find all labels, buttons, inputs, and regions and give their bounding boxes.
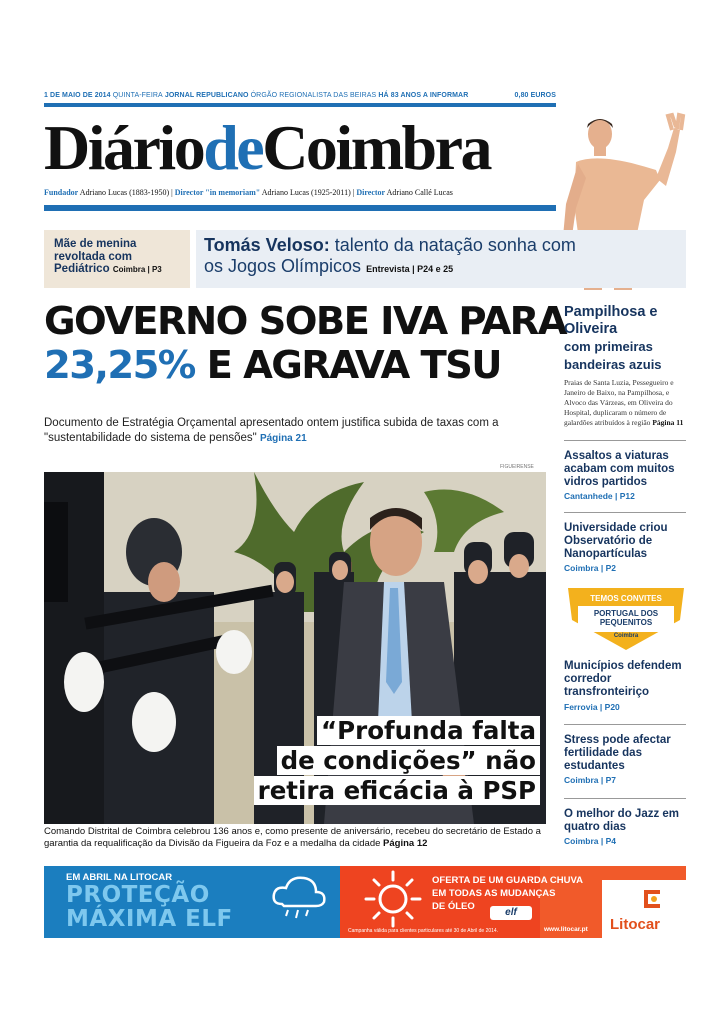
lead-headline-line1: GOVERNO SOBE IVA PARA xyxy=(44,299,566,344)
photo-headline-line1: “Profunda falta xyxy=(317,716,540,745)
sidebar-story-5-title[interactable]: Stress pode afectar fertilidade das estudantes xyxy=(564,734,671,772)
photo-headline-line3: retira eficácia à PSP xyxy=(254,776,540,805)
logo-word-de: de xyxy=(203,112,263,183)
newspaper-logo xyxy=(44,112,556,184)
litocar-logo-icon xyxy=(640,886,664,912)
director-name: Adriano Callé Lucas xyxy=(386,188,453,197)
masthead-credits: Fundador Adriano Lucas (1883-1950) | Director "in memoriam" Adriano Lucas (1925-2011) | Director Adriano Callé Lucas xyxy=(44,188,453,197)
sidebar-story-2-page: Cantanhede | P12 xyxy=(564,491,635,501)
lead-headline-percent: 23,25% xyxy=(44,343,195,388)
logo-word-coimbra: Coimbra xyxy=(262,112,490,183)
sidebar-story-4-title[interactable]: Municípios defendem corredor transfronteiriço xyxy=(564,660,682,698)
sidebar-divider xyxy=(564,724,686,725)
elf-logo: elf xyxy=(490,906,532,920)
sidebar-divider xyxy=(564,798,686,799)
issue-weekday: QUINTA-FEIRA xyxy=(112,92,163,99)
sidebar-story-3-page: Coimbra | P2 xyxy=(564,563,616,573)
paper-years: HÁ 83 ANOS A INFORMAR xyxy=(378,92,469,99)
masthead-rule-bottom xyxy=(44,205,556,211)
masthead-top-line xyxy=(44,92,556,99)
sidebar-divider xyxy=(564,512,686,513)
founder-name: Adriano Lucas (1883-1950) xyxy=(79,188,170,197)
teaser-left-text xyxy=(54,238,188,277)
logo-word-diario: Diário xyxy=(44,112,204,183)
ad-offer-line3: DE ÓLEO xyxy=(432,901,475,912)
convite-line-4: Coimbra xyxy=(613,633,639,639)
sidebar-story-1-page: Página 11 xyxy=(652,418,684,427)
photo-credit: FIGUEIRENSE xyxy=(500,464,534,470)
ad-title-line2: MÁXIMA ELF xyxy=(66,906,233,932)
sidebar-story-1-text: Praias de Santa Luzia, Pessegueiro e Janeiro de Baixo, na Pampilhosa, e Alvoco das Várzeas, em Oliveira do Hospital, duplicaram o número de galardões atribuídos à região xyxy=(564,378,674,427)
sidebar-story-4-page: Ferrovia | P20 xyxy=(564,702,620,712)
photo-caption-text: Comando Distrital de Coimbra celebrou 136 anos e, como presente de aniversário, recebeu do secretário de Estado a garantia da requalificação da Divisão da Figueira da Foz e a medalha da cidade xyxy=(44,826,541,849)
director-label: Director xyxy=(356,188,386,197)
sidebar-story-1-title[interactable] xyxy=(564,304,688,374)
director-memoriam-name: Adriano Lucas (1925-2011) xyxy=(261,188,351,197)
litocar-brand: Litocar xyxy=(610,916,661,933)
rain-cloud-icon xyxy=(270,872,328,924)
convite-line-2: PORTUGAL DOS xyxy=(593,609,659,618)
issue-date: 1 DE MAIO DE 2014 xyxy=(44,92,111,99)
paper-type: JORNAL REPUBLICANO xyxy=(164,92,249,99)
sidebar-story-1-title-a: Pampilhosa e Oliveira xyxy=(564,304,658,337)
ad-title-line1: PROTEÇÃO xyxy=(66,882,210,908)
ad-url[interactable]: www.litocar.pt xyxy=(544,926,588,933)
issue-price: 0,80 EUROS xyxy=(514,92,556,99)
sidebar-story-1-body xyxy=(564,378,688,428)
photo-caption xyxy=(44,826,546,849)
ad-offer-line1: OFERTA DE UM GUARDA CHUVA xyxy=(432,875,583,886)
ad-kicker: EM ABRIL NA LITOCAR xyxy=(66,872,173,883)
sidebar-story-3-title[interactable]: Universidade criou Observatório de Nanopartículas xyxy=(564,522,668,560)
teaser-left-title: Mãe de menina revoltada com Pediátrico xyxy=(54,238,137,275)
ad-fine-print: Campanha válida para clientes particulares até 30 de Abril de 2014. xyxy=(348,928,499,934)
teaser-right-name: Tomás Veloso: xyxy=(204,235,330,255)
sun-icon xyxy=(360,868,426,930)
lead-headline[interactable] xyxy=(44,299,566,388)
sidebar-divider xyxy=(564,440,686,441)
sidebar-story-1-title-b: com primeiras bandeiras azuis xyxy=(564,339,662,372)
founder-label: Fundador xyxy=(44,188,79,197)
photo-caption-page: Página 12 xyxy=(383,837,428,849)
sidebar-story-6-page: Coimbra | P4 xyxy=(564,836,616,846)
sidebar-story-6-title[interactable]: O melhor do Jazz em quatro dias xyxy=(564,808,680,833)
lead-headline-line2: E AGRAVA TSU xyxy=(206,343,501,388)
convite-line-3: PEQUENITOS xyxy=(599,618,653,627)
teaser-right-text xyxy=(204,235,584,280)
lead-subhead-page: Página 21 xyxy=(259,433,307,444)
lead-subhead xyxy=(44,416,544,446)
masthead-rule-top xyxy=(44,103,556,107)
director-memoriam-label: Director "in memoriam" xyxy=(174,188,261,197)
photo-headline-line2: de condições” não xyxy=(277,746,540,775)
ad-offer-line2: EM TODAS AS MUDANÇAS xyxy=(432,888,556,899)
sidebar-story-2-title[interactable]: Assaltos a viaturas acabam com muitos vidros partidos xyxy=(564,450,675,488)
teaser-right-title: talento da natação sonha com os Jogos Olímpicos xyxy=(204,235,576,276)
paper-organ: ÓRGÃO REGIONALISTA DAS BEIRAS xyxy=(250,92,377,99)
photo-headline[interactable] xyxy=(222,716,540,806)
convite-badge[interactable] xyxy=(566,586,686,652)
convite-line-1: TEMOS CONVITES xyxy=(590,594,662,603)
ad-title xyxy=(66,883,233,931)
teaser-left-page: Coimbra | P3 xyxy=(112,265,162,274)
sidebar-story-5-page: Coimbra | P7 xyxy=(564,775,616,785)
teaser-right-page: Entrevista | P24 e 25 xyxy=(366,264,454,274)
lead-subhead-text: Documento de Estratégia Orçamental apresentado ontem justifica subida de taxas com a "sustentabilidade do sistema de pensões" xyxy=(44,417,499,444)
